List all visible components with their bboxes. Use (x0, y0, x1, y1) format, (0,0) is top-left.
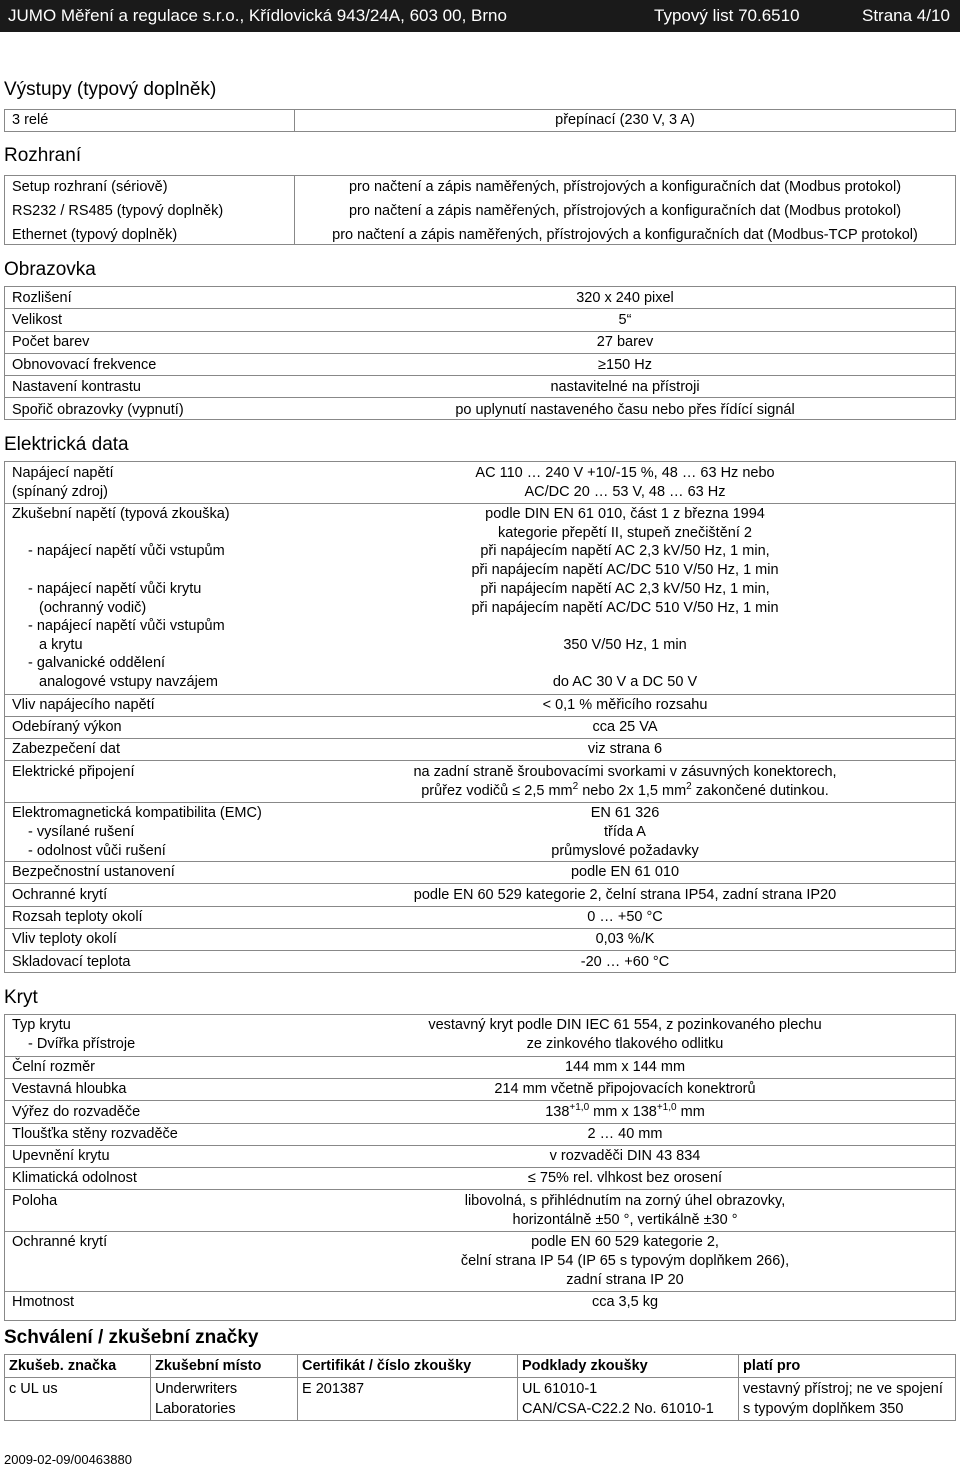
housing-value: 2 … 40 mm (587, 1126, 663, 1142)
row-divider (4, 694, 956, 695)
protection-value: podle EN 60 529 kategorie 2, (531, 1234, 719, 1250)
connection-text: nebo 2x 1,5 mm (578, 783, 687, 799)
electrical-value: podle EN 61 010 (570, 864, 680, 880)
test-label: (ochranný vodič) (39, 600, 147, 616)
section-approvals: Schválení / zkušební značky (4, 1327, 259, 1348)
superscript: +1,0 (656, 1102, 677, 1113)
housing-label: Vestavná hloubka (12, 1081, 127, 1097)
column-header: Zkušeb. značka (5, 1355, 151, 1378)
electrical-value: 0 … +50 °C (587, 909, 663, 925)
housing-value: v rozvaděči DIN 43 834 (549, 1148, 701, 1164)
page-header (0, 0, 960, 32)
test-label: a krytu (39, 637, 83, 653)
housing-label: Klimatická odolnost (12, 1170, 137, 1186)
cutout-text: mm (676, 1104, 705, 1120)
header-company: JUMO Měření a regulace s.r.o., Křídlovická 943/24A, 603 00, Brno (8, 6, 507, 25)
housing-value: 214 mm včetně připojovacích konektrorů (494, 1081, 756, 1097)
header-doc: Typový list 70.6510 (654, 6, 800, 25)
display-value: 5“ (618, 312, 632, 328)
outputs-label: 3 relé (12, 112, 49, 128)
row-divider (4, 1291, 956, 1292)
section-outputs: Výstupy (typový doplněk) (4, 79, 217, 100)
row-divider (4, 928, 956, 929)
protection-value: zadní strana IP 20 (566, 1272, 684, 1288)
row-divider (4, 1056, 956, 1057)
display-label: Spořič obrazovky (vypnutí) (12, 402, 184, 418)
cutout-text: 138 (545, 1104, 570, 1120)
electrical-label: Skladovací teplota (12, 954, 131, 970)
housing-value: 144 mm x 144 mm (564, 1059, 686, 1075)
supply-value: AC 110 … 240 V +10/-15 %, 48 … 63 Hz nebo (475, 465, 775, 481)
row-divider (4, 1123, 956, 1124)
position-value: libovolná, s přihlédnutím na zorný úhel obrazovky, (464, 1193, 786, 1209)
protection-value: čelní strana IP 54 (IP 65 s typovým doplňkem 266), (460, 1253, 790, 1269)
connection-value-2 (294, 782, 956, 800)
electrical-value: podle EN 60 529 kategorie 2, čelní strana IP54, zadní strana IP20 (413, 887, 837, 903)
weight-label: Hmotnost (12, 1294, 75, 1310)
interface-value: pro načtení a zápis naměřených, přístrojových a konfiguračních dat (Modbus-TCP protokol) (332, 227, 918, 243)
superscript: 2 (572, 781, 579, 792)
connection-text: průřez vodičů ≤ 2,5 mm (421, 783, 573, 799)
row-divider (4, 716, 956, 717)
display-value: ≥150 Hz (598, 357, 652, 373)
electrical-value: 0,03 %/K (595, 931, 655, 947)
test-label: Zkušební napětí (typová zkouška) (12, 506, 230, 522)
emc-label: Elektromagnetická kompatibilita (EMC) (12, 805, 262, 821)
table-cell (298, 1378, 518, 1421)
row-divider (4, 397, 956, 398)
housing-label: Upevnění krytu (12, 1148, 110, 1164)
position-label: Poloha (12, 1193, 58, 1209)
electrical-label: Zabezpečení dat (12, 741, 121, 757)
display-value: po uplynutí nastaveného času nebo přes řídící signál (455, 402, 795, 418)
display-label: Nastavení kontrastu (12, 379, 141, 395)
cell-line: vestavný přístroj; ne ve spojení (743, 1381, 943, 1397)
row-divider (4, 738, 956, 739)
test-value: podle DIN EN 61 010, část 1 z března 1994 (485, 506, 765, 522)
display-label: Rozlišení (12, 290, 72, 306)
cell-line: CAN/CSA-C22.2 No. 61010-1 (522, 1401, 714, 1417)
test-value: kategorie přepětí II, stupeň znečištění 2 (498, 525, 752, 541)
display-value: nastavitelné na přístroji (550, 379, 700, 395)
table-cell (739, 1378, 956, 1421)
weight-value: cca 3,5 kg (591, 1294, 659, 1310)
connection-value: na zadní straně šroubovacími svorkami v zásuvných konektorech, (413, 764, 837, 780)
row-divider (4, 802, 956, 803)
row-divider (4, 1167, 956, 1168)
housing-type-value: ze zinkového tlakového odlitku (526, 1036, 724, 1052)
electrical-label: Rozsah teploty okolí (12, 909, 143, 925)
test-value: při napájecím napětí AC 2,3 kV/50 Hz, 1 min, (480, 543, 770, 559)
cell-line: c UL us (9, 1381, 58, 1397)
test-value: do AC 30 V a DC 50 V (552, 674, 698, 690)
row-divider (4, 375, 956, 376)
row-divider (4, 1231, 956, 1232)
row-divider (4, 1100, 956, 1101)
section-interface: Rozhraní (4, 145, 82, 166)
housing-type-value: vestavný kryt podle DIN IEC 61 554, z pozinkovaného plechu (428, 1017, 822, 1033)
column-header: platí pro (739, 1355, 956, 1378)
row-divider (4, 1078, 956, 1079)
electrical-value: cca 25 VA (592, 719, 658, 735)
outputs-value: přepínací (230 V, 3 A) (555, 112, 695, 128)
interface-label: Setup rozhraní (sériově) (12, 179, 168, 195)
interface-label: RS232 / RS485 (typový doplněk) (12, 203, 224, 219)
interface-value: pro načtení a zápis naměřených, přístrojových a konfiguračních dat (Modbus protokol) (348, 179, 902, 195)
table-header-row (5, 1355, 956, 1378)
display-value: 320 x 240 pixel (576, 290, 674, 306)
electrical-label: Ochranné krytí (12, 887, 108, 903)
connection-label: Elektrické připojení (12, 764, 135, 780)
superscript: 2 (686, 781, 692, 792)
housing-type-label: - Dvířka přístroje (28, 1036, 136, 1052)
table-cell (151, 1378, 298, 1421)
cell-line: s typovým doplňkem 350 (743, 1401, 904, 1417)
housing-label: Čelní rozměr (12, 1059, 95, 1075)
row-divider (4, 760, 956, 761)
test-value: 350 V/50 Hz, 1 min (563, 637, 687, 653)
footer-code: 2009-02-09/00463880 (4, 1452, 132, 1467)
test-label: analogové vstupy navzájem (39, 674, 218, 690)
test-label: - napájecí napětí vůči vstupům (28, 543, 225, 559)
protection-label: Ochranné krytí (12, 1234, 108, 1250)
test-label: - napájecí napětí vůči vstupům (28, 618, 225, 634)
row-divider (4, 1145, 956, 1146)
housing-label: Tloušťka stěny rozvaděče (12, 1126, 178, 1142)
cell-line: E 201387 (302, 1381, 365, 1397)
table-cell (518, 1378, 739, 1421)
row-divider (4, 308, 956, 309)
cell-line: Underwriters (155, 1381, 238, 1397)
test-label: - napájecí napětí vůči krytu (28, 581, 202, 597)
display-label: Velikost (12, 312, 62, 328)
connection-text: zakončené dutinkou. (691, 783, 829, 799)
column-header: Certifikát / číslo zkoušky (298, 1355, 518, 1378)
test-value: při napájecím napětí AC 2,3 kV/50 Hz, 1 min, (480, 581, 770, 597)
housing-type-label: Typ krytu (12, 1017, 71, 1033)
display-label: Obnovovací frekvence (12, 357, 157, 373)
electrical-label: Vliv napájecího napětí (12, 697, 155, 713)
emc-label: - vysílané rušení (28, 824, 135, 840)
cell-line: UL 61010-1 (522, 1381, 598, 1397)
row-divider (4, 861, 956, 862)
interface-value: pro načtení a zápis naměřených, přístrojových a konfiguračních dat (Modbus protokol) (348, 203, 902, 219)
electrical-value: < 0,1 % měřicího rozsahu (542, 697, 708, 713)
row-divider (4, 1189, 956, 1190)
test-label: - galvanické oddělení (28, 655, 166, 671)
emc-value: průmyslové požadavky (551, 843, 699, 859)
row-divider (4, 503, 956, 504)
section-housing: Kryt (4, 987, 38, 1008)
cutout-text: mm x 138 (589, 1104, 657, 1120)
test-value: při napájecím napětí AC/DC 510 V/50 Hz, 1 min (471, 562, 779, 578)
approvals-table (4, 1354, 956, 1421)
cell-line: Laboratories (155, 1401, 236, 1417)
column-header: Zkušební místo (151, 1355, 298, 1378)
header-page: Strana 4/10 (862, 6, 950, 25)
electrical-label: Vliv teploty okolí (12, 931, 117, 947)
section-electrical: Elektrická data (4, 434, 129, 455)
position-value: horizontálně ±50 °, vertikálně ±30 ° (512, 1212, 738, 1228)
display-label: Počet barev (12, 334, 90, 350)
emc-value: třída A (604, 824, 646, 840)
row-divider (4, 950, 956, 951)
cutout-label: Výřez do rozvaděče (12, 1104, 141, 1120)
test-value: při napájecím napětí AC/DC 510 V/50 Hz, 1 min (471, 600, 779, 616)
row-divider (4, 883, 956, 884)
column-header: Podklady zkoušky (518, 1355, 739, 1378)
electrical-label: Bezpečnostní ustanovení (12, 864, 175, 880)
electrical-label: Odebíraný výkon (12, 719, 122, 735)
row-divider (4, 906, 956, 907)
display-value: 27 barev (596, 334, 654, 350)
table-cell (5, 1378, 151, 1421)
row-divider (4, 353, 956, 354)
supply-label: (spínaný zdroj) (12, 484, 108, 500)
supply-label: Napájecí napětí (12, 465, 114, 481)
housing-value: ≤ 75% rel. vlhkost bez orosení (527, 1170, 723, 1186)
table-row (5, 1378, 956, 1421)
electrical-value: -20 … +60 °C (580, 954, 670, 970)
section-display: Obrazovka (4, 259, 96, 280)
interface-label: Ethernet (typový doplněk) (12, 227, 178, 243)
superscript: +1,0 (569, 1102, 590, 1113)
cutout-value (294, 1103, 956, 1121)
electrical-value: viz strana 6 (587, 741, 663, 757)
emc-value: EN 61 326 (590, 805, 660, 821)
row-divider (4, 331, 956, 332)
supply-value: AC/DC 20 … 53 V, 48 … 63 Hz (524, 484, 726, 500)
emc-label: - odolnost vůči rušení (28, 843, 166, 859)
